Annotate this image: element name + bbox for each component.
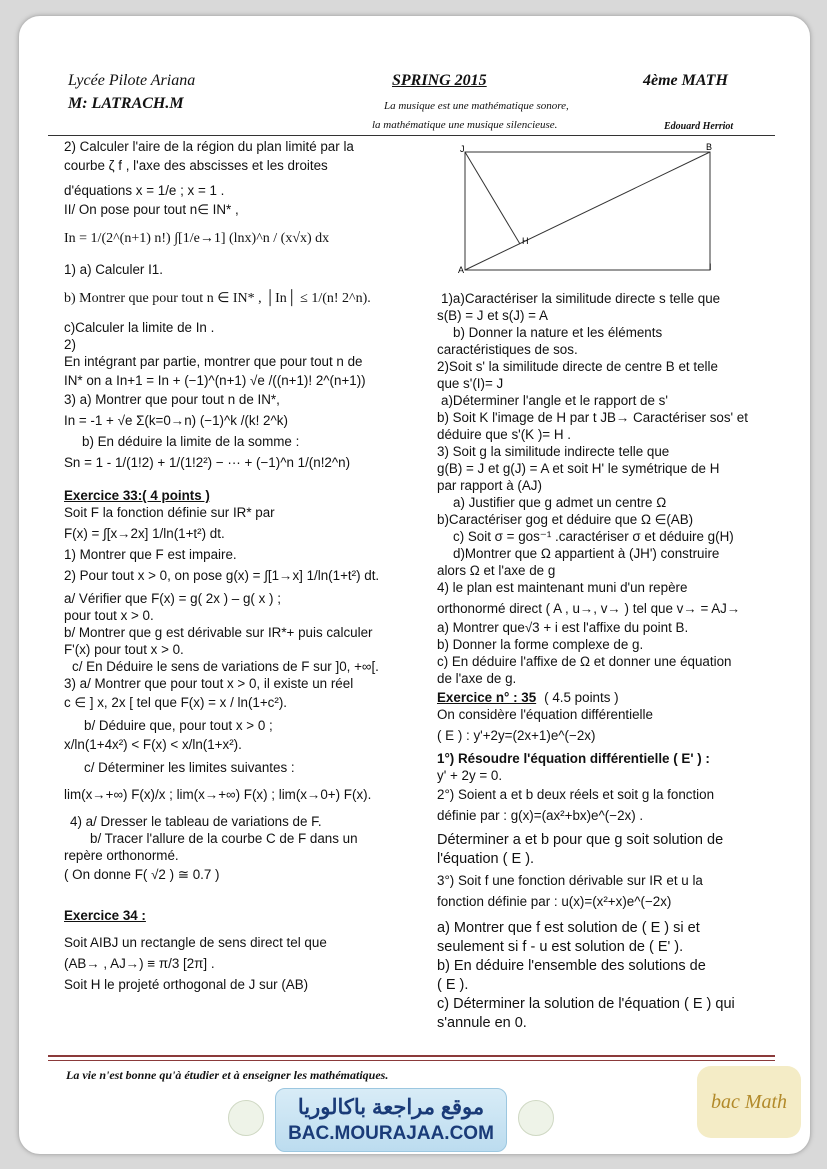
- text-line: définie par : g(x)=(ax²+bx)e^(−2x) .: [437, 808, 644, 823]
- text-line: courbe ζ f , l'axe des abscisses et les droites: [64, 158, 328, 173]
- text-line: 4) a/ Dresser le tableau de variations de F.: [70, 814, 322, 829]
- text-line: b) Donner la nature et les éléments: [453, 325, 663, 340]
- text-line: F(x) = ∫[x→2x] 1/ln(1+t²) dt.: [64, 526, 225, 541]
- text-line: b) En déduire la limite de la somme :: [82, 434, 300, 449]
- quote-line-1: La musique est une mathématique sonore,: [384, 100, 569, 112]
- footer-rule-thin: [48, 1060, 775, 1061]
- text-line: de l'axe de g.: [437, 671, 517, 686]
- text-line: 2)Soit s' la similitude directe de centre B et telle: [437, 359, 718, 374]
- text-line: b/ Déduire que, pour tout x > 0 ;: [84, 718, 273, 733]
- text-line: b) Donner la forme complexe de g.: [437, 637, 644, 652]
- site-arabic-name: موقع مراجعة باكالوريا: [297, 1096, 485, 1119]
- right-logo: [518, 1100, 554, 1136]
- diagonal-ab: [465, 152, 710, 270]
- text-line: pour tout x > 0.: [64, 608, 154, 623]
- text-line: d'équations x = 1/e ; x = 1 .: [64, 183, 225, 198]
- rectangle-figure: [450, 140, 730, 280]
- exercise-34-title: Exercice 34 :: [64, 908, 146, 923]
- text-line: orthonormé direct ( A , u→, v→ ) tel que v→ = AJ→: [437, 601, 741, 616]
- session-title: SPRING 2015: [392, 72, 487, 89]
- label-a: A: [458, 265, 465, 275]
- text-line: l'équation ( E ).: [437, 851, 535, 867]
- teacher-name: M: LATRACH.M: [68, 95, 184, 112]
- text-line: On considère l'équation différentielle: [437, 707, 653, 722]
- text-line: y' + 2y = 0.: [437, 768, 503, 783]
- text-line: g(B) = J et g(J) = A et soit H' le symétrique de H: [437, 461, 720, 476]
- text-line: b/ Tracer l'allure de la courbe C de F dans un: [90, 831, 358, 846]
- text-line: a)Déterminer l'angle et le rapport de s': [441, 393, 668, 408]
- text-line: Déterminer a et b pour que g soit solution de: [437, 832, 724, 848]
- footer-quote: La vie n'est bonne qu'à étudier et à enseigner les mathématiques.: [66, 1068, 389, 1082]
- text-line: II/ On pose pour tout n∈ IN* ,: [64, 202, 239, 217]
- text-line: c) En déduire l'affixe de Ω et donner une équation: [437, 654, 732, 669]
- text-line: repère orthonormé.: [64, 848, 179, 863]
- text-line: 2) Calculer l'aire de la région du plan limité par la: [64, 139, 354, 154]
- quote-author: Edouard Herriot: [664, 121, 734, 132]
- text-line: 3°) Soit f une fonction dérivable sur IR et u la: [437, 873, 703, 888]
- text-line: 4) le plan est maintenant muni d'un repère: [437, 580, 688, 595]
- school-name: Lycée Pilote Ariana: [68, 72, 196, 89]
- text-line: c/ Déterminer les limites suivantes :: [84, 760, 295, 775]
- text-line: a) Montrer que f est solution de ( E ) si et: [437, 920, 700, 936]
- label-h: H: [522, 236, 529, 246]
- text-line: En intégrant par partie, montrer que pour tout n de: [64, 354, 363, 369]
- text-line: 2) Pour tout x > 0, on pose g(x) = ∫[1→x] 1/ln(1+t²) dt.: [64, 568, 380, 583]
- text-line: caractéristiques de sos.: [437, 342, 578, 357]
- exercise-33-title: Exercice 33:( 4 points ): [64, 488, 210, 503]
- text-line: d)Montrer que Ω appartient à (JH') construire: [453, 546, 720, 561]
- text-line: ( On donne F( √2 ) ≅ 0.7 ): [64, 867, 220, 882]
- limits-line: lim(x→+∞) F(x)/x ; lim(x→+∞) F(x) ; lim(x→0+) F(x).: [64, 787, 372, 802]
- left-column: [64, 138, 379, 993]
- segment-jh: [465, 152, 520, 244]
- text-line: c ∈ ] x, 2x [ tel que F(x) = x / ln(1+c²).: [64, 695, 287, 710]
- text-line: c) Soit σ = gos⁻¹ .caractériser σ et déduire g(H): [453, 529, 734, 544]
- text-line: 1) Montrer que F est impaire.: [64, 547, 237, 562]
- text-line: 3) a) Montrer que pour tout n de IN*,: [64, 392, 280, 407]
- text-line: b/ Montrer que g est dérivable sur IR*+ puis calculer: [64, 625, 373, 640]
- integral-definition: In = 1/(2^(n+1) n!) ∫[1/e→1] (lnx)^n / (x√x) dx: [64, 231, 330, 246]
- text-line: ( E ).: [437, 977, 469, 993]
- text-line: seulement si f - u est solution de ( E' ).: [437, 939, 684, 955]
- text-line: 2): [64, 337, 76, 352]
- header-rule: [48, 135, 775, 136]
- text-line: x/ln(1+4x²) < F(x) < x/ln(1+x²).: [64, 737, 242, 752]
- text-line: b) Soit K l'image de H par t JB→ Caractériser sos' et: [437, 410, 748, 425]
- text-line: fonction définie par : u(x)=(x²+x)e^(−2x): [437, 894, 672, 909]
- text-line: IN* on a In+1 = In + (−1)^(n+1) √e /((n+1)! 2^(n+1)): [64, 373, 366, 388]
- site-banner[interactable]: [275, 1088, 507, 1152]
- footer-rule: [48, 1055, 775, 1057]
- level-label: 4ème MATH: [643, 72, 728, 89]
- brand-logo: bac Math: [697, 1066, 801, 1138]
- text-line: déduire que s'(K )= H .: [437, 427, 571, 442]
- text-line: a) Justifier que g admet un centre Ω: [453, 495, 667, 510]
- label-i: I: [709, 262, 712, 272]
- text-line: c)Calculer la limite de In .: [64, 320, 215, 335]
- quote-line-2: la mathématique une musique silencieuse.: [372, 119, 558, 131]
- text-line: 1) a) Calculer I1.: [64, 262, 163, 277]
- text-line: b) En déduire l'ensemble des solutions de: [437, 958, 706, 974]
- text-line: Soit H le projeté orthogonal de J sur (AB): [64, 977, 309, 992]
- text-line: Soit F la fonction définie sur IR* par: [64, 505, 275, 520]
- text-line: Soit AIBJ un rectangle de sens direct tel que: [64, 935, 327, 950]
- text-line: Sn = 1 - 1/(1!2) + 1/(1!2²) − ··· + (−1)^n 1/(n!2^n): [64, 455, 351, 470]
- site-url-link[interactable]: BAC.MOURAJAA.COM: [288, 1123, 494, 1144]
- text-line: c/ En Déduire le sens de variations de F sur ]0, +∞[.: [72, 659, 379, 674]
- exercise-35-points: ( 4.5 points ): [544, 690, 619, 705]
- text-line: 3) a/ Montrer que pour tout x > 0, il existe un réel: [64, 676, 354, 691]
- label-b: B: [706, 142, 713, 152]
- text-line: 1°) Résoudre l'équation différentielle ( E' ) :: [437, 751, 710, 766]
- text-line: que s'(I)= J: [437, 376, 504, 391]
- text-line: s(B) = J et s(J) = A: [437, 308, 548, 323]
- text-line: a/ Vérifier que F(x) = g( 2x ) – g( x ) ;: [64, 591, 281, 606]
- left-logo: [228, 1100, 264, 1136]
- text-line: 1)a)Caractériser la similitude directe s telle que: [441, 291, 721, 306]
- text-line: b) Montrer que pour tout n ∈ IN* , │In│ ≤ 1/(n! 2^n).: [64, 291, 371, 306]
- text-line: c) Déterminer la solution de l'équation ( E ) qui: [437, 996, 735, 1012]
- text-line: ( E ) : y'+2y=(2x+1)e^(−2x): [437, 728, 596, 743]
- text-line: a) Montrer que√3 + i est l'affixe du point B.: [437, 620, 689, 635]
- text-line: 2°) Soient a et b deux réels et soit g la fonction: [437, 787, 715, 802]
- text-line: s'annule en 0.: [437, 1015, 527, 1031]
- label-j: J: [460, 144, 465, 154]
- exercise-35-title: Exercice n° : 35: [437, 690, 537, 705]
- text-line: 3) Soit g la similitude indirecte telle que: [437, 444, 670, 459]
- text-line: alors Ω et l'axe de g: [437, 563, 556, 578]
- text-line: F'(x) pour tout x > 0.: [64, 642, 184, 657]
- right-column: [437, 290, 748, 1032]
- text-line: In = -1 + √e Σ(k=0→n) (−1)^k /(k! 2^k): [64, 413, 288, 428]
- text-line: par rapport à (AJ): [437, 478, 542, 493]
- text-line: b)Caractériser gog et déduire que Ω ∈(AB): [437, 512, 694, 527]
- text-line: (AB→ , AJ→) ≡ π/3 [2π] .: [64, 956, 215, 971]
